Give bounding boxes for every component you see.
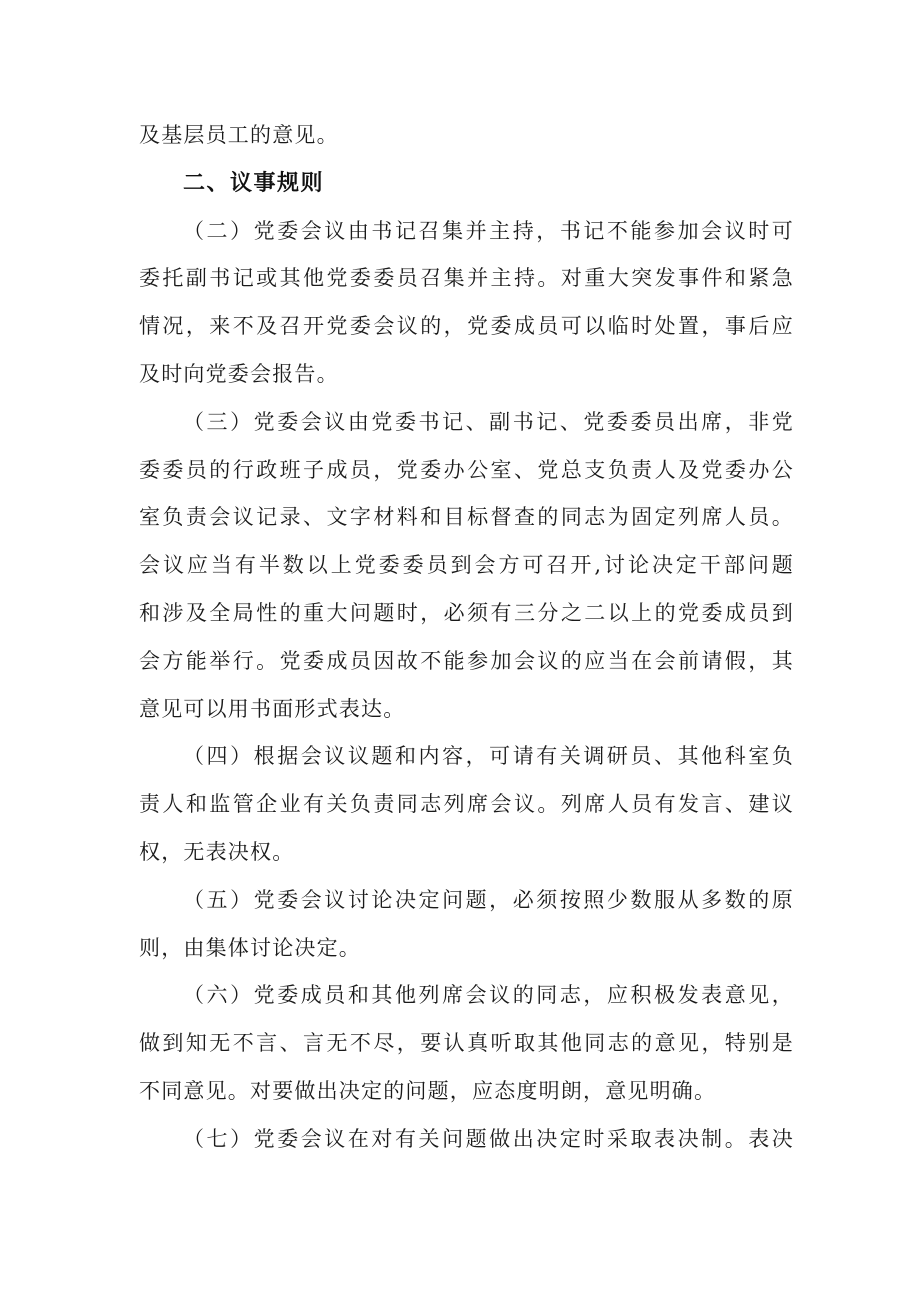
paragraph-line: 情况，来不及召开党委会议的，党委成员可以临时处置，事后应 bbox=[139, 314, 794, 339]
paragraph-7 bbox=[139, 1116, 794, 1164]
paragraph-line: 意见可以用书面形式表达。 bbox=[139, 696, 406, 721]
paragraph-5 bbox=[139, 877, 794, 973]
paragraph-line: （七）党委会议在对有关问题做出决定时采取表决制。表决 bbox=[183, 1126, 794, 1151]
intro-line: 及基层员工的意见。 bbox=[139, 123, 339, 147]
paragraph-line: （五）党委会议讨论决定问题，必须按照少数服从多数的原 bbox=[183, 887, 794, 912]
paragraph-3 bbox=[139, 399, 794, 734]
paragraph-line: 委托副书记或其他党委委员召集并主持。对重大突发事件和紧急 bbox=[139, 266, 794, 291]
paragraph-line: 不同意见。对要做出决定的问题，应态度明朗，意见明确。 bbox=[139, 1078, 717, 1103]
paragraph-line: 会议应当有半数以上党委委员到会方可召开,讨论决定干部问题 bbox=[139, 553, 794, 578]
paragraph-line: （三）党委会议由党委书记、副书记、党委委员出席，非党 bbox=[183, 409, 794, 434]
document-body bbox=[139, 112, 794, 1164]
paragraph-line: 责人和监管企业有关负责同志列席会议。列席人员有发言、建议 bbox=[139, 792, 794, 817]
paragraph-4 bbox=[139, 733, 794, 876]
paragraph-line: 及时向党委会报告。 bbox=[139, 361, 339, 386]
paragraph-2 bbox=[139, 208, 794, 399]
paragraph-6 bbox=[139, 972, 794, 1115]
paragraph-line: 委委员的行政班子成员，党委办公室、党总支负责人及党委办公 bbox=[139, 457, 794, 482]
paragraph-line: 权，无表决权。 bbox=[139, 839, 295, 864]
paragraph-line: 做到知无不言、言无不尽，要认真听取其他同志的意见，特别是 bbox=[139, 1031, 794, 1056]
paragraph-line: 室负责会议记录、文字材料和目标督查的同志为固定列席人员。 bbox=[139, 505, 794, 530]
paragraph-line: （二）党委会议由书记召集并主持，书记不能参加会议时可 bbox=[183, 218, 794, 243]
paragraph-line: 会方能举行。党委成员因故不能参加会议的应当在会前请假，其 bbox=[139, 648, 794, 673]
paragraph-line: （六）党委成员和其他列席会议的同志，应积极发表意见， bbox=[183, 983, 794, 1008]
section-heading: 二、议事规则 bbox=[183, 170, 325, 196]
paragraph-line: 则，由集体讨论决定。 bbox=[139, 935, 361, 960]
paragraph-line: （四）根据会议议题和内容，可请有关调研员、其他科室负 bbox=[183, 744, 794, 769]
paragraph-line: 和涉及全局性的重大问题时，必须有三分之二以上的党委成员到 bbox=[139, 600, 794, 625]
